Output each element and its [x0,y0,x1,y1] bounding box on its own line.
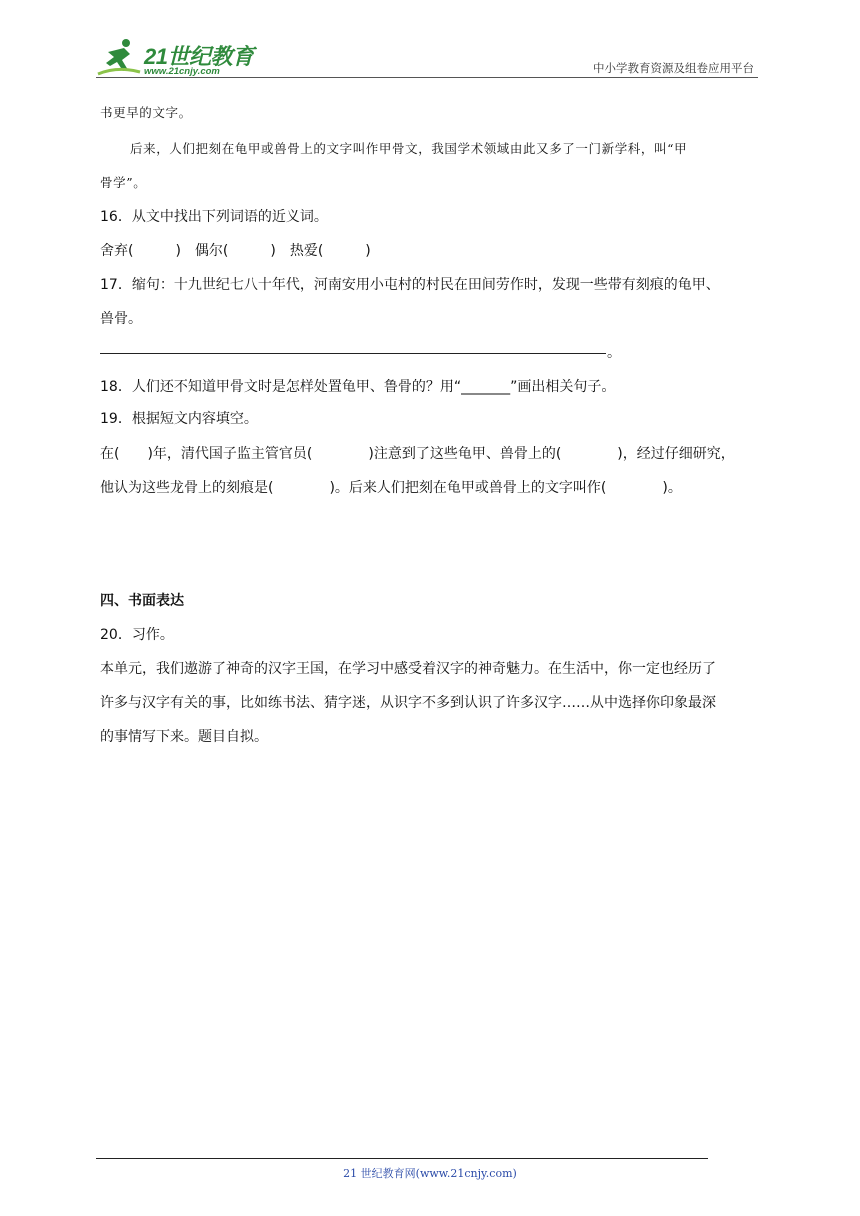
runner-logo-icon [96,36,144,80]
passage-line: 书更早的文字。 [100,105,192,120]
question-16-blanks: 舍弃( ) 偶尔( ) 热爱( ) [100,243,371,259]
question-16: 16．从文中找出下列词语的近义词。 [100,209,328,225]
question-18: 18．人们还不知道甲骨文时是怎样处置龟甲、鲁骨的？用“_______”画出相关句子。 [100,379,616,395]
prompt-line: 许多与汉字有关的事，比如练书法、猜字迷，从识字不多到认识了许多汉字……从中选择你印象最深 [100,695,716,711]
question-19: 19．根据短文内容填空。 [100,411,258,427]
answer-line[interactable] [100,353,606,354]
logo-url: www.21cnjy.com [144,66,220,77]
footer-text: 21 世纪教育网(www.21cnjy.com) [343,1167,517,1180]
question-19-line1: 在( )年，清代国子监主管官员( )注意到了这些龟甲、兽骨上的( )，经过仔细研究， [100,446,735,462]
footer-divider [96,1158,708,1159]
question-17: 17．缩句：十九世纪七八十年代，河南安用小屯村的村民在田间劳作时，发现一些带有刻痕的龟甲、 [100,277,720,293]
question-20: 20．习作。 [100,627,174,643]
page-header [96,30,758,80]
question-19-line2: 他认为这些龙骨上的刻痕是( )。后来人们把刻在龟甲或兽骨上的文字叫作( )。 [100,480,682,496]
platform-title: 中小学教育资源及组卷应用平台 [593,61,754,75]
section-heading: 四、书面表达 [100,593,184,609]
logo [96,36,266,80]
logo-text: 21世纪教育 [144,44,254,69]
prompt-line: 的事情写下来。题目自拟。 [100,729,268,745]
answer-period: 。 [607,345,621,361]
passage-line: 骨学”。 [100,175,147,190]
prompt-line: 本单元，我们遨游了神奇的汉字王国，在学习中感受着汉字的神奇魅力。在生活中，你一定也经历了 [100,661,716,677]
header-divider [96,77,758,78]
question-17-cont: 兽骨。 [100,311,142,327]
passage-line: 后来，人们把刻在龟甲或兽骨上的文字叫作甲骨文，我国学术领域由此又多了一门新学科，叫“甲 [130,141,688,156]
